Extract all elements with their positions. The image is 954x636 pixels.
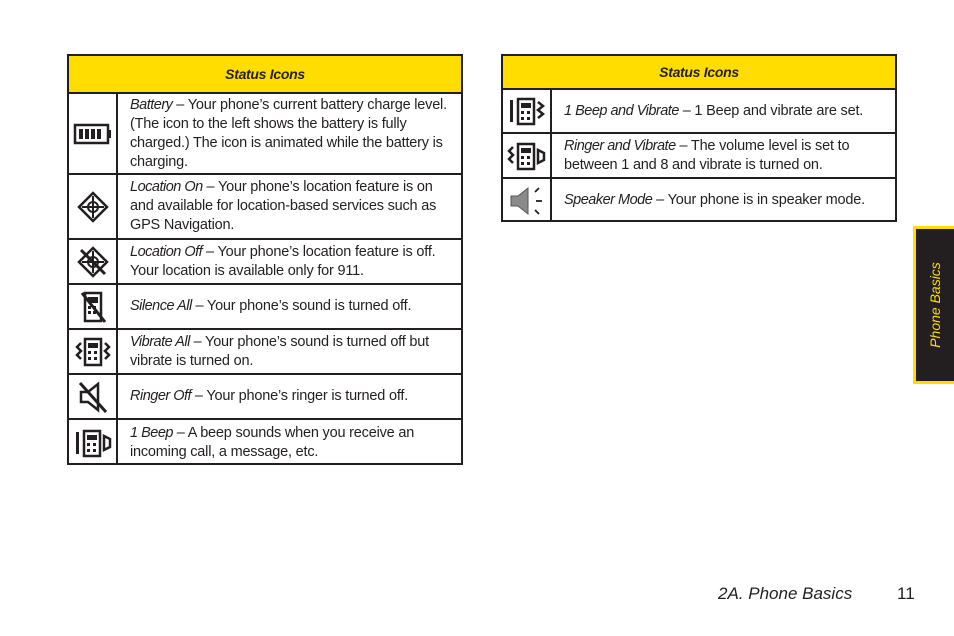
row-term: 1 Beep bbox=[130, 424, 173, 441]
location-on-icon bbox=[77, 191, 109, 223]
beep-and-vibrate-icon bbox=[507, 96, 547, 126]
status-icons-table-right bbox=[501, 54, 897, 222]
row-term: Vibrate All bbox=[130, 333, 190, 350]
silence-all-icon bbox=[79, 290, 107, 324]
ringer-off-icon bbox=[76, 380, 110, 414]
footer-page-number: 11 bbox=[897, 584, 915, 603]
row-term: Location Off bbox=[130, 243, 203, 260]
row-term: Ringer Off bbox=[130, 388, 192, 404]
row-term: 1 Beep and Vibrate bbox=[564, 102, 679, 119]
table-header: Status Icons bbox=[69, 56, 461, 94]
row-text: – Your phone’s sound is turned off but vibrate is turned on. bbox=[130, 333, 429, 369]
row-term: Location On bbox=[130, 179, 203, 195]
table-row bbox=[503, 90, 895, 134]
table-header: Status Icons bbox=[503, 56, 895, 90]
battery-icon bbox=[73, 122, 113, 146]
one-beep-icon bbox=[73, 428, 113, 458]
row-term: Ringer and Vibrate bbox=[564, 137, 676, 154]
row-term: Battery bbox=[130, 97, 173, 113]
row-text: – Your phone’s sound is turned off. bbox=[191, 298, 412, 314]
table-row bbox=[69, 175, 461, 240]
table-row bbox=[69, 420, 461, 465]
table-row bbox=[69, 240, 461, 285]
row-text: – Your phone’s ringer is turned off. bbox=[191, 388, 409, 404]
row-text: – Your phone’s location feature is on and available for location-based services such as GPS Navigation. bbox=[130, 179, 437, 233]
row-term: Silence All bbox=[130, 298, 192, 314]
ringer-and-vibrate-icon bbox=[507, 141, 547, 171]
row-text: – 1 Beep and vibrate are set. bbox=[678, 102, 864, 119]
section-side-tab bbox=[913, 226, 954, 384]
status-icons-table-left bbox=[67, 54, 463, 465]
speaker-mode-icon bbox=[508, 184, 546, 218]
table-row bbox=[69, 94, 461, 175]
table-row bbox=[503, 179, 895, 222]
row-term: Speaker Mode bbox=[564, 192, 653, 208]
table-row bbox=[69, 375, 461, 420]
row-text: – A beep sounds when you receive an incoming call, a message, etc. bbox=[130, 424, 415, 460]
vibrate-all-icon bbox=[74, 336, 112, 368]
table-row bbox=[69, 285, 461, 330]
side-tab-label: Phone Basics bbox=[927, 262, 943, 348]
table-row bbox=[69, 330, 461, 375]
location-off-icon bbox=[77, 246, 109, 278]
row-text: – Your phone’s location feature is off. Your location is available only for 911. bbox=[130, 243, 436, 279]
row-text: – Your phone’s current battery charge level. (The icon to the left shows the battery is fully charged.) The icon is animated while the battery is charging. bbox=[130, 97, 447, 170]
footer-section-title: 2A. Phone Basics bbox=[718, 584, 853, 603]
table-row bbox=[503, 134, 895, 179]
row-text: – The volume level is set to between 1 and 8 and vibrate is turned on. bbox=[564, 137, 850, 173]
row-text: – Your phone is in speaker mode. bbox=[652, 192, 865, 208]
